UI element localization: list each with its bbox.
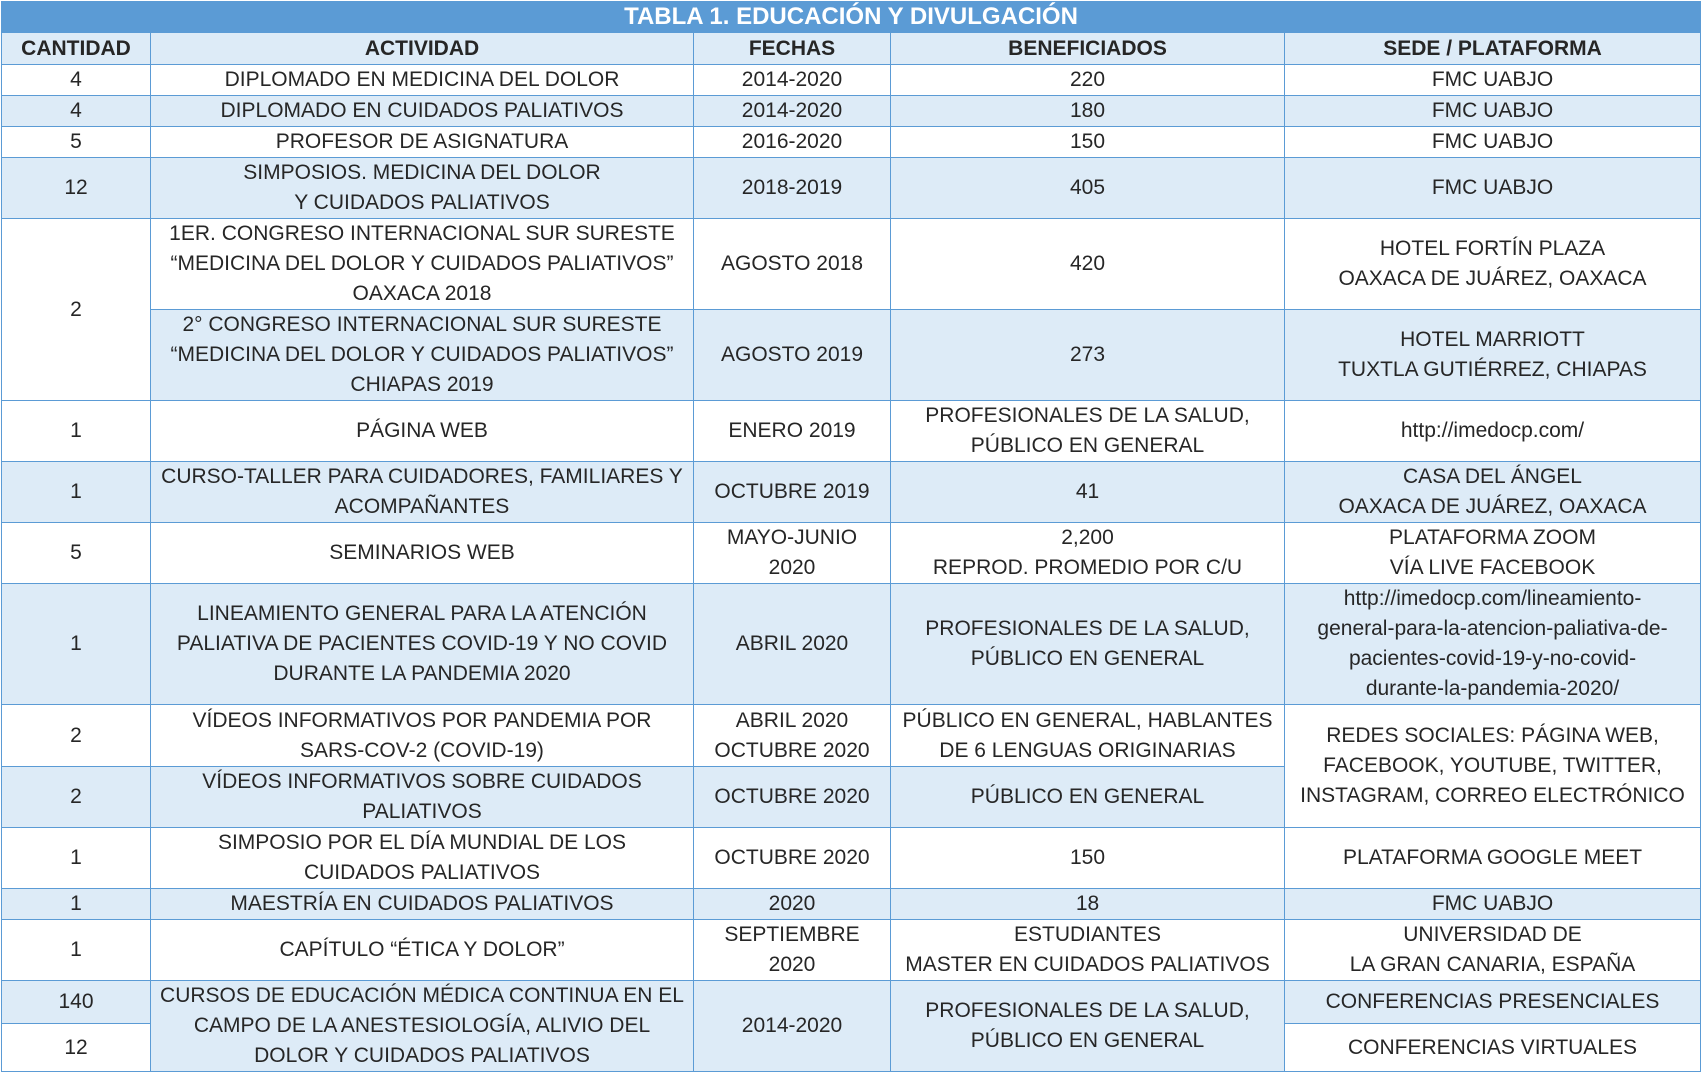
cell-line: FMC UABJO xyxy=(1431,68,1554,91)
cell-line: OCTUBRE 2020 xyxy=(714,785,870,808)
cell-beneficiados xyxy=(891,127,1285,158)
cell-line: http://imedocp.com/lineamiento- xyxy=(1343,587,1642,610)
cell-line: DE 6 LENGUAS ORIGINARIAS xyxy=(939,738,1236,762)
cell-sede xyxy=(1285,584,1701,705)
cell-sede xyxy=(1285,1024,1701,1072)
cell-line: “MEDICINA DEL DOLOR Y CUIDADOS PALIATIVOS” xyxy=(170,252,674,275)
cell-cantidad: 4 xyxy=(2,96,151,127)
cell-line: SIMPOSIOS. MEDICINA DEL DOLOR xyxy=(243,161,601,184)
cell-fechas xyxy=(694,65,891,96)
cell-line: Y CUIDADOS PALIATIVOS xyxy=(294,191,550,214)
cell-actividad xyxy=(151,310,694,401)
cell-beneficiados xyxy=(891,889,1285,920)
cell-line: 2020 xyxy=(768,892,816,915)
cell-line: 2014-2020 xyxy=(741,99,843,122)
cell-cantidad: 1 xyxy=(2,889,151,920)
cell-line: FACEBOOK, YOUTUBE, TWITTER, xyxy=(1323,754,1662,777)
cell-line: VÍDEOS INFORMATIVOS SOBRE CUIDADOS xyxy=(202,770,642,793)
cell-actividad xyxy=(151,828,694,889)
table-row xyxy=(2,920,1701,981)
cell-line: VÍA LIVE FACEBOOK xyxy=(1389,556,1596,579)
cell-line: MAYO-JUNIO xyxy=(726,526,858,549)
cell-actividad xyxy=(151,981,694,1072)
cell-line: 2020 xyxy=(768,556,816,579)
cell-cantidad: 2 xyxy=(2,705,151,767)
cell-fechas xyxy=(694,219,891,310)
cell-line: CURSOS DE EDUCACIÓN MÉDICA CONTINUA EN EL xyxy=(160,984,684,1007)
cell-fechas xyxy=(694,767,891,828)
cell-cantidad: 12 xyxy=(2,158,151,219)
cell-line: TUXTLA GUTIÉRREZ, CHIAPAS xyxy=(1338,358,1647,381)
cell-beneficiados xyxy=(891,523,1285,584)
cell-line: SIMPOSIO POR EL DÍA MUNDIAL DE LOS xyxy=(217,831,627,854)
cell-sede xyxy=(1285,981,1701,1024)
cell-line: PÁGINA WEB xyxy=(356,419,488,442)
cell-beneficiados xyxy=(891,310,1285,401)
cell-line: “MEDICINA DEL DOLOR Y CUIDADOS PALIATIVOS” xyxy=(170,343,674,366)
cell-actividad xyxy=(151,65,694,96)
cell-fechas xyxy=(694,920,891,981)
cell-line: ESTUDIANTES xyxy=(1013,923,1162,946)
cell-line: CONFERENCIAS VIRTUALES xyxy=(1348,1035,1638,1059)
cell-line: OAXACA DE JUÁREZ, OAXACA xyxy=(1338,267,1647,290)
cell-line: PLATAFORMA ZOOM xyxy=(1389,526,1596,549)
cell-cantidad: 1 xyxy=(2,584,151,705)
header-actividad: ACTIVIDAD xyxy=(151,33,694,65)
cell-actividad xyxy=(151,767,694,828)
cell-beneficiados xyxy=(891,96,1285,127)
cell-line: 18 xyxy=(1075,892,1100,915)
cell-line: SEMINARIOS WEB xyxy=(329,541,515,564)
cell-line: INSTAGRAM, CORREO ELECTRÓNICO xyxy=(1300,784,1685,807)
cell-cantidad: 1 xyxy=(2,828,151,889)
cell-line: general-para-la-atencion-paliativa-de- xyxy=(1317,617,1668,640)
cell-actividad xyxy=(151,219,694,310)
cell-line: PÚBLICO EN GENERAL xyxy=(970,785,1205,808)
cell-line: PROFESOR DE ASIGNATURA xyxy=(275,130,569,153)
cell-line: HOTEL MARRIOTT xyxy=(1400,328,1585,351)
cell-line: PÚBLICO EN GENERAL xyxy=(970,647,1205,670)
cell-beneficiados xyxy=(891,219,1285,310)
cell-line: DIPLOMADO EN CUIDADOS PALIATIVOS xyxy=(220,99,624,122)
cell-line: REPROD. PROMEDIO POR C/U xyxy=(932,556,1243,579)
cell-sede xyxy=(1285,523,1701,584)
cell-line: durante-la-pandemia-2020/ xyxy=(1365,677,1620,700)
table-row xyxy=(2,981,1701,1024)
cell-line: CURSO-TALLER PARA CUIDADORES, FAMILIARES Y xyxy=(161,465,683,488)
table-row xyxy=(2,828,1701,889)
cell-sede xyxy=(1285,828,1701,889)
cell-line: FMC UABJO xyxy=(1431,892,1554,915)
table-row xyxy=(2,158,1701,219)
cell-beneficiados xyxy=(891,401,1285,462)
cell-fechas xyxy=(694,96,891,127)
cell-cantidad: 2 xyxy=(2,219,151,401)
cell-sede xyxy=(1285,889,1701,920)
cell-line: OAXACA DE JUÁREZ, OAXACA xyxy=(1338,495,1647,518)
cell-actividad xyxy=(151,920,694,981)
cell-actividad xyxy=(151,584,694,705)
cell-line: 150 xyxy=(1069,846,1106,869)
cell-line: MASTER EN CUIDADOS PALIATIVOS xyxy=(905,953,1270,976)
cell-line: 180 xyxy=(1069,99,1106,122)
cell-line: CAMPO DE LA ANESTESIOLOGÍA, ALIVIO DEL xyxy=(193,1014,651,1037)
cell-beneficiados xyxy=(891,828,1285,889)
cell-line: OCTUBRE 2020 xyxy=(714,738,870,762)
cell-sede xyxy=(1285,65,1701,96)
cell-line: 220 xyxy=(1069,68,1106,91)
cell-beneficiados xyxy=(891,462,1285,523)
cell-sede xyxy=(1285,705,1701,828)
cell-sede xyxy=(1285,401,1701,462)
cell-actividad xyxy=(151,462,694,523)
cell-fechas xyxy=(694,310,891,401)
cell-line: OCTUBRE 2019 xyxy=(714,480,870,503)
cell-line: 2020 xyxy=(768,953,816,976)
cell-cantidad: 5 xyxy=(2,127,151,158)
cell-line: VÍDEOS INFORMATIVOS POR PANDEMIA POR xyxy=(192,708,652,732)
cell-line: PALIATIVA DE PACIENTES COVID-19 Y NO COVID xyxy=(176,632,668,655)
cell-cantidad: 2 xyxy=(2,767,151,828)
cell-cantidad: 1 xyxy=(2,462,151,523)
table-row xyxy=(2,584,1701,705)
cell-line: 405 xyxy=(1069,176,1106,199)
cell-fechas xyxy=(694,584,891,705)
cell-beneficiados xyxy=(891,981,1285,1072)
cell-line: OAXACA 2018 xyxy=(352,282,492,305)
cell-fechas xyxy=(694,705,891,767)
cell-beneficiados xyxy=(891,584,1285,705)
table-row xyxy=(2,96,1701,127)
cell-line: CUIDADOS PALIATIVOS xyxy=(303,861,541,884)
cell-line: pacientes-covid-19-y-no-covid- xyxy=(1348,647,1637,670)
cell-line: 273 xyxy=(1069,343,1106,366)
cell-line: SARS-COV-2 (COVID-19) xyxy=(300,738,544,762)
cell-line: HOTEL FORTÍN PLAZA xyxy=(1379,237,1606,260)
cell-line: 2,200 xyxy=(1061,526,1114,549)
header-fechas: FECHAS xyxy=(694,33,891,65)
education-table xyxy=(1,1,1701,1072)
cell-line: MAESTRÍA EN CUIDADOS PALIATIVOS xyxy=(230,892,614,915)
table-row xyxy=(2,401,1701,462)
cell-cantidad: 5 xyxy=(2,523,151,584)
cell-line: DOLOR Y CUIDADOS PALIATIVOS xyxy=(254,1044,590,1067)
cell-line: CAPÍTULO “ÉTICA Y DOLOR” xyxy=(279,938,565,961)
cell-line: DIPLOMADO EN MEDICINA DEL DOLOR xyxy=(224,68,620,91)
cell-actividad xyxy=(151,889,694,920)
header-sede: SEDE / PLATAFORMA xyxy=(1285,33,1701,65)
cell-line: PROFESIONALES DE LA SALUD, xyxy=(925,999,1250,1022)
cell-line: http://imedocp.com/ xyxy=(1400,419,1585,442)
cell-line: AGOSTO 2018 xyxy=(720,252,864,275)
cell-line: 1ER. CONGRESO INTERNACIONAL SUR SURESTE xyxy=(169,222,675,245)
cell-actividad xyxy=(151,401,694,462)
cell-line: ENERO 2019 xyxy=(728,419,856,442)
cell-line: 420 xyxy=(1069,252,1106,275)
cell-sede xyxy=(1285,96,1701,127)
cell-line: CHIAPAS 2019 xyxy=(350,373,494,396)
cell-line: REDES SOCIALES: PÁGINA WEB, xyxy=(1326,724,1659,747)
cell-line: FMC UABJO xyxy=(1431,130,1554,153)
cell-fechas xyxy=(694,158,891,219)
cell-line: 150 xyxy=(1069,130,1106,153)
cell-line: ABRIL 2020 xyxy=(735,708,849,732)
cell-beneficiados xyxy=(891,767,1285,828)
table-row xyxy=(2,219,1701,310)
cell-fechas xyxy=(694,462,891,523)
cell-fechas xyxy=(694,889,891,920)
table-row xyxy=(2,127,1701,158)
cell-line: 2014-2020 xyxy=(741,1014,843,1037)
cell-fechas xyxy=(694,523,891,584)
cell-cantidad: 1 xyxy=(2,401,151,462)
cell-line: OCTUBRE 2020 xyxy=(714,846,870,869)
header-beneficiados: BENEFICIADOS xyxy=(891,33,1285,65)
cell-cantidad: 4 xyxy=(2,65,151,96)
table-row xyxy=(2,889,1701,920)
cell-beneficiados xyxy=(891,705,1285,767)
cell-beneficiados xyxy=(891,158,1285,219)
cell-line: PÚBLICO EN GENERAL xyxy=(970,434,1205,457)
cell-fechas xyxy=(694,127,891,158)
cell-line: FMC UABJO xyxy=(1431,176,1554,199)
cell-line: AGOSTO 2019 xyxy=(720,343,864,366)
cell-line: SEPTIEMBRE xyxy=(724,923,860,946)
cell-fechas xyxy=(694,401,891,462)
table-title: TABLA 1. EDUCACIÓN Y DIVULGACIÓN xyxy=(2,2,1701,33)
cell-line: 2016-2020 xyxy=(741,130,843,153)
cell-line: 2014-2020 xyxy=(741,68,843,91)
cell-sede xyxy=(1285,920,1701,981)
cell-cantidad: 12 xyxy=(2,1024,151,1072)
table-row xyxy=(2,523,1701,584)
cell-sede xyxy=(1285,127,1701,158)
table-row xyxy=(2,65,1701,96)
cell-line: 2018-2019 xyxy=(741,176,843,199)
cell-sede xyxy=(1285,462,1701,523)
cell-line: DURANTE LA PANDEMIA 2020 xyxy=(273,662,571,685)
cell-sede xyxy=(1285,219,1701,310)
cell-line: LINEAMIENTO GENERAL PARA LA ATENCIÓN xyxy=(197,602,647,625)
cell-sede xyxy=(1285,310,1701,401)
cell-line: PROFESIONALES DE LA SALUD, xyxy=(925,404,1250,427)
cell-line: PROFESIONALES DE LA SALUD, xyxy=(925,617,1250,640)
cell-line: PALIATIVOS xyxy=(362,800,482,823)
cell-line: ACOMPAÑANTES xyxy=(334,495,510,518)
cell-cantidad: 1 xyxy=(2,920,151,981)
cell-line: LA GRAN CANARIA, ESPAÑA xyxy=(1349,953,1636,976)
cell-line: PLATAFORMA GOOGLE MEET xyxy=(1342,846,1643,869)
cell-actividad xyxy=(151,96,694,127)
cell-actividad xyxy=(151,523,694,584)
cell-line: 41 xyxy=(1075,480,1100,503)
cell-cantidad: 140 xyxy=(2,981,151,1024)
cell-line: FMC UABJO xyxy=(1431,99,1554,122)
cell-beneficiados xyxy=(891,65,1285,96)
cell-actividad xyxy=(151,705,694,767)
cell-beneficiados xyxy=(891,920,1285,981)
cell-line: 2° CONGRESO INTERNACIONAL SUR SURESTE xyxy=(182,313,662,336)
cell-line: ABRIL 2020 xyxy=(735,632,849,655)
cell-line: PÚBLICO EN GENERAL xyxy=(970,1029,1205,1052)
table-row xyxy=(2,705,1701,767)
cell-fechas xyxy=(694,981,891,1072)
table-row xyxy=(2,310,1701,401)
cell-actividad xyxy=(151,158,694,219)
table-row xyxy=(2,462,1701,523)
header-cantidad: CANTIDAD xyxy=(2,33,151,65)
cell-line: CONFERENCIAS PRESENCIALES xyxy=(1325,990,1660,1014)
cell-sede xyxy=(1285,158,1701,219)
cell-line: PÚBLICO EN GENERAL, HABLANTES xyxy=(902,708,1273,732)
cell-actividad xyxy=(151,127,694,158)
cell-line: UNIVERSIDAD DE xyxy=(1403,923,1582,946)
cell-fechas xyxy=(694,828,891,889)
cell-line: CASA DEL ÁNGEL xyxy=(1403,465,1582,488)
